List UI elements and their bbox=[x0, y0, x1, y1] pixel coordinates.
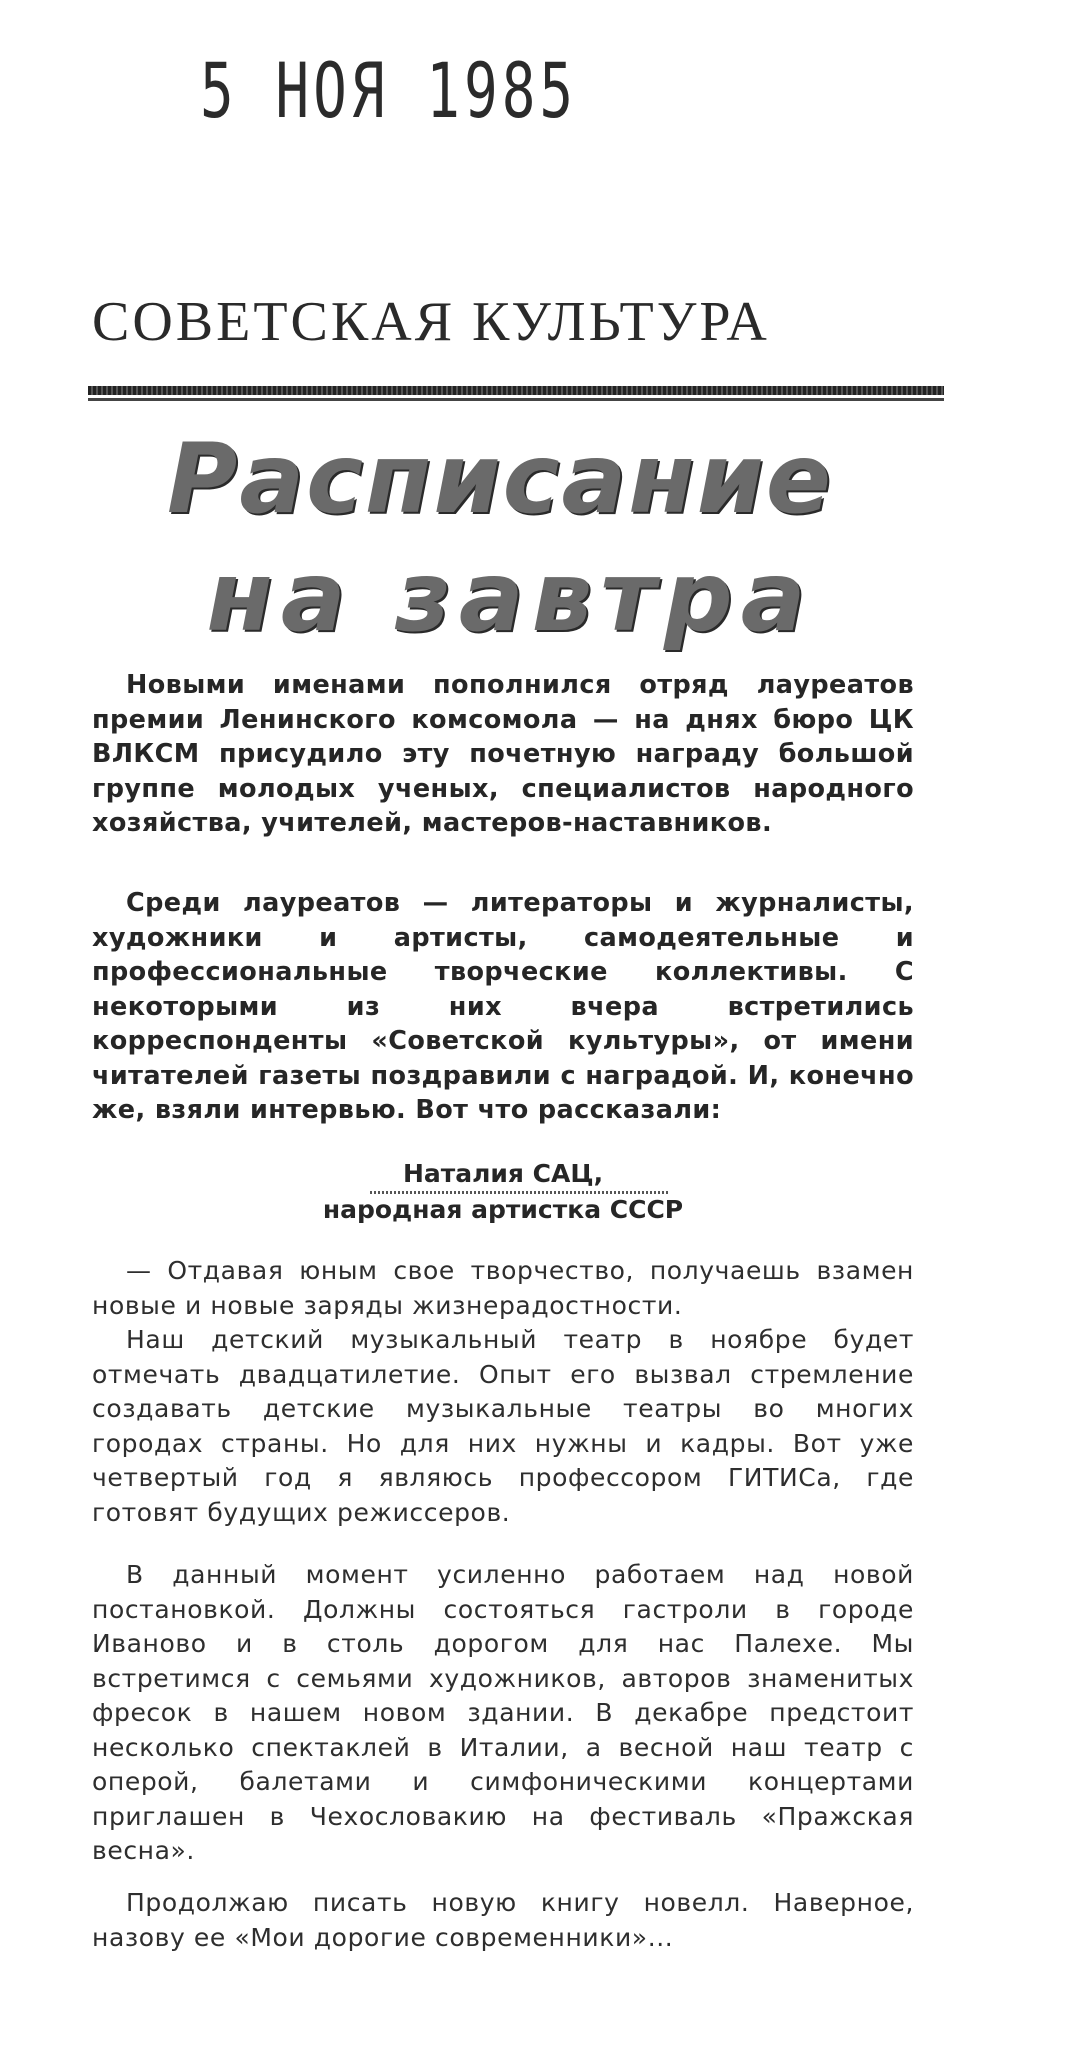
byline-title: народная артистка СССР bbox=[322, 1195, 684, 1224]
newspaper-masthead: СОВЕТСКАЯ КУЛЬТУРА bbox=[92, 291, 770, 353]
interview-paragraph-2: В данный момент усиленно работаем над новой постановкой. Должны состояться гастроли в городе Иваново и в столь дорогом для нас Палехе. Мы встретимся с семьями художников, авторов знаменитых фресок в нашем новом здании. В декабре предстоит несколько спектаклей в Италии, а весной наш театр с оперой, балетами и симфоническими концертами приглашен в Чехословакию на фестиваль «Пражская весна». bbox=[92, 1560, 914, 1865]
headline-line-2: на завтра bbox=[206, 541, 814, 653]
headline-line-1: Расписание bbox=[166, 423, 834, 535]
masthead-rule bbox=[88, 386, 944, 395]
byline-name: Наталия САЦ, bbox=[402, 1159, 604, 1188]
quote-theatre: Наш детский музыкальный театр в ноябре будет отмечать двадцатилетие. Опыт его вызвал стремление создавать детские музыкальные театры во многих городах страны. Но для них нужны и кадры. Вот уже четвертый год я являюсь профессором ГИТИСа, где готовят будущих режиссеров. bbox=[92, 1325, 914, 1527]
article-headline bbox=[140, 420, 860, 656]
interview-paragraph-1 bbox=[92, 1254, 914, 1530]
quote-opening: — Отдавая юным свое творчество, получаешь взамен новые и новые заряды жизнерадостности. bbox=[92, 1256, 914, 1320]
lead-paragraph: Новыми именами пополнился отряд лауреатов премии Ленинского комсомола — на днях бюро ЦК ВЛКСМ присудило эту почетную награду большой группе молодых ученых, специалистов народного хозяйства, учителей, мастеров-наставников. bbox=[92, 670, 914, 838]
masthead-rule-thin bbox=[88, 398, 944, 401]
interview-paragraph-3: Продолжаю писать новую книгу новелл. Наверное, назову ее «Мои дорогие современники»... bbox=[92, 1888, 914, 1952]
date-stamp: 5 НОЯ 1985 bbox=[200, 48, 578, 136]
intro-paragraph: Среди лауреатов — литераторы и журналисты, художники и артисты, самодеятельные и профессиональные творческие коллективы. С некоторыми из них вчера встретились корреспонденты «Советской культуры», от имени читателей газеты поздравили с наградой. И, конечно же, взяли интервью. Вот что рассказали: bbox=[92, 888, 914, 1125]
byline-underline bbox=[370, 1191, 670, 1194]
